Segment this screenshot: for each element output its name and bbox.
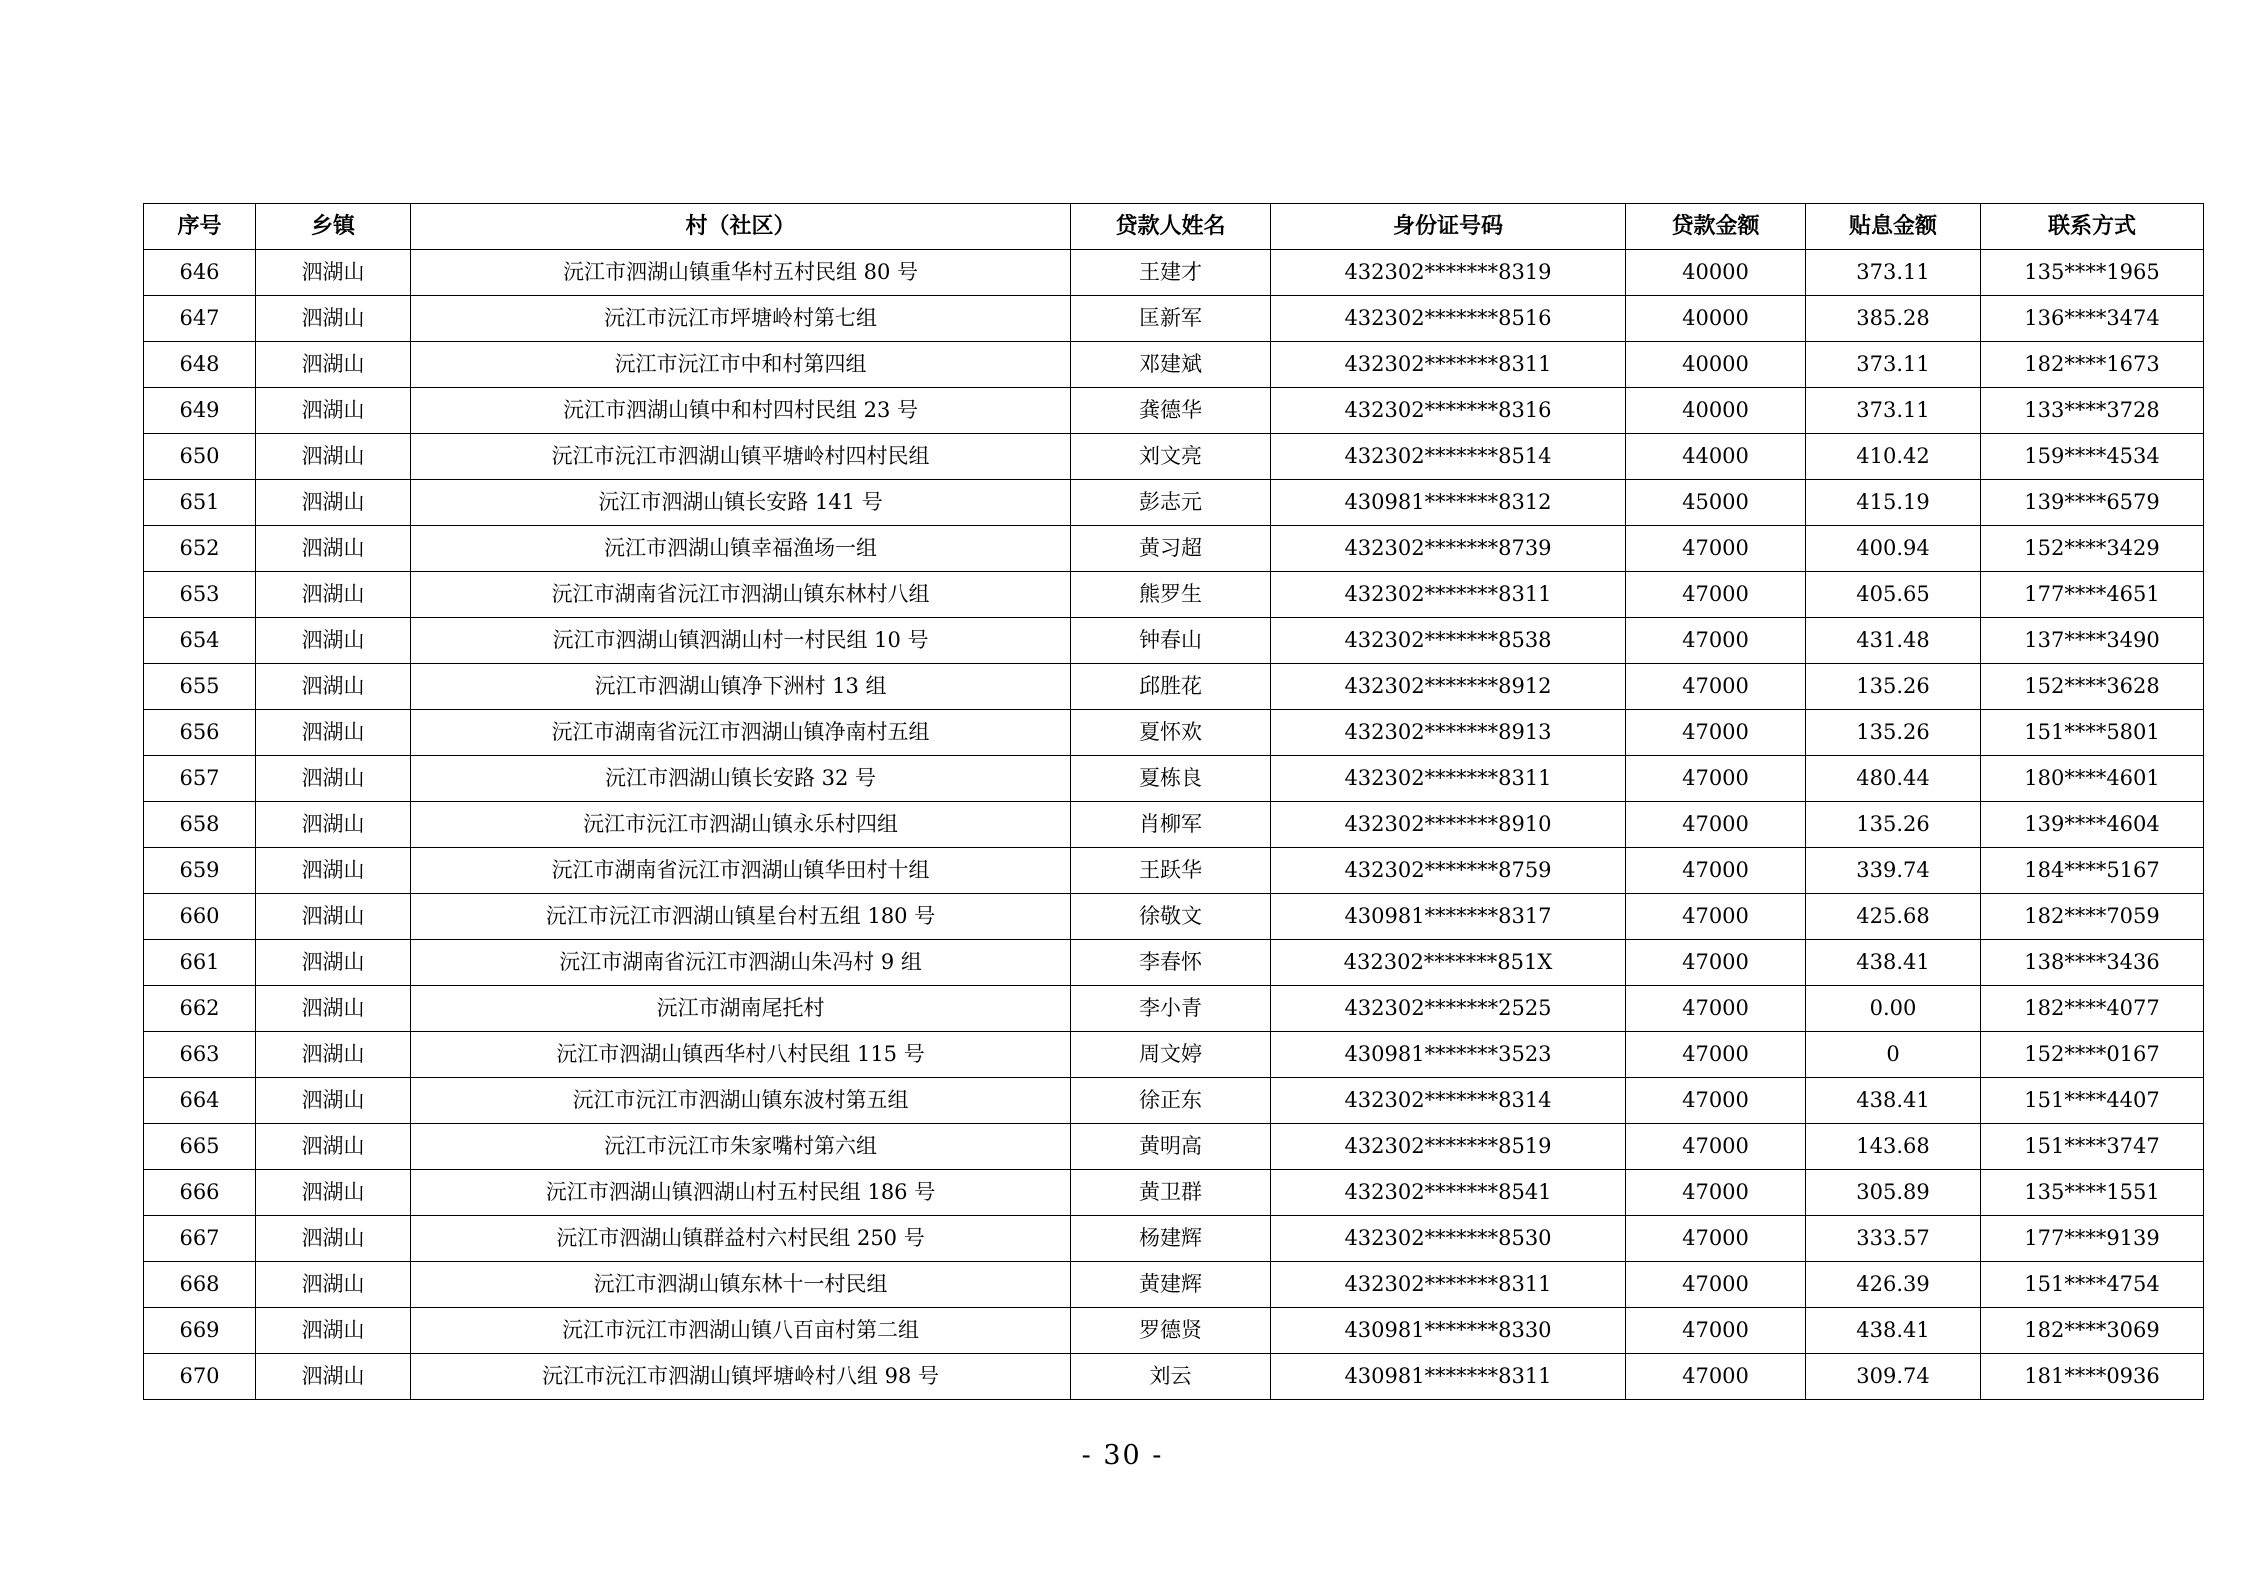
cell-borrower-name: 黄卫群 bbox=[1071, 1170, 1271, 1216]
cell-id-number: 432302*******8912 bbox=[1271, 664, 1626, 710]
cell-township: 泗湖山 bbox=[256, 1032, 411, 1078]
cell-township: 泗湖山 bbox=[256, 572, 411, 618]
cell-contact: 137****3490 bbox=[1981, 618, 2204, 664]
cell-sequence: 666 bbox=[144, 1170, 256, 1216]
column-header-contact: 联系方式 bbox=[1981, 204, 2204, 250]
cell-sequence: 661 bbox=[144, 940, 256, 986]
cell-loan-amount: 47000 bbox=[1626, 894, 1806, 940]
cell-id-number: 430981*******8311 bbox=[1271, 1354, 1626, 1400]
cell-borrower-name: 夏栋良 bbox=[1071, 756, 1271, 802]
cell-subsidy-amount: 415.19 bbox=[1806, 480, 1981, 526]
cell-contact: 151****4754 bbox=[1981, 1262, 2204, 1308]
cell-borrower-name: 王跃华 bbox=[1071, 848, 1271, 894]
cell-subsidy-amount: 135.26 bbox=[1806, 802, 1981, 848]
cell-subsidy-amount: 143.68 bbox=[1806, 1124, 1981, 1170]
cell-subsidy-amount: 438.41 bbox=[1806, 1308, 1981, 1354]
cell-loan-amount: 47000 bbox=[1626, 1262, 1806, 1308]
cell-village: 沅江市泗湖山镇东林十一村民组 bbox=[411, 1262, 1071, 1308]
cell-village: 沅江市沅江市泗湖山镇坪塘岭村八组 98 号 bbox=[411, 1354, 1071, 1400]
cell-township: 泗湖山 bbox=[256, 296, 411, 342]
cell-borrower-name: 龚德华 bbox=[1071, 388, 1271, 434]
table-row bbox=[144, 802, 2204, 848]
cell-village: 沅江市泗湖山镇泗湖山村一村民组 10 号 bbox=[411, 618, 1071, 664]
table-row bbox=[144, 250, 2204, 296]
cell-village: 沅江市湖南省沅江市泗湖山镇华田村十组 bbox=[411, 848, 1071, 894]
cell-township: 泗湖山 bbox=[256, 756, 411, 802]
cell-subsidy-amount: 373.11 bbox=[1806, 342, 1981, 388]
cell-loan-amount: 44000 bbox=[1626, 434, 1806, 480]
cell-township: 泗湖山 bbox=[256, 1354, 411, 1400]
cell-sequence: 650 bbox=[144, 434, 256, 480]
cell-village: 沅江市沅江市中和村第四组 bbox=[411, 342, 1071, 388]
cell-loan-amount: 47000 bbox=[1626, 848, 1806, 894]
cell-loan-amount: 47000 bbox=[1626, 802, 1806, 848]
table-row bbox=[144, 296, 2204, 342]
cell-subsidy-amount: 385.28 bbox=[1806, 296, 1981, 342]
cell-subsidy-amount: 480.44 bbox=[1806, 756, 1981, 802]
table-row bbox=[144, 1216, 2204, 1262]
cell-sequence: 649 bbox=[144, 388, 256, 434]
cell-village: 沅江市湖南尾托村 bbox=[411, 986, 1071, 1032]
cell-sequence: 648 bbox=[144, 342, 256, 388]
cell-borrower-name: 黄建辉 bbox=[1071, 1262, 1271, 1308]
table-body bbox=[144, 250, 2204, 1400]
cell-loan-amount: 47000 bbox=[1626, 618, 1806, 664]
cell-id-number: 432302*******8311 bbox=[1271, 572, 1626, 618]
table-row bbox=[144, 1124, 2204, 1170]
table-row bbox=[144, 1308, 2204, 1354]
cell-subsidy-amount: 400.94 bbox=[1806, 526, 1981, 572]
cell-id-number: 432302*******8319 bbox=[1271, 250, 1626, 296]
table-row bbox=[144, 618, 2204, 664]
cell-sequence: 667 bbox=[144, 1216, 256, 1262]
cell-village: 沅江市泗湖山镇群益村六村民组 250 号 bbox=[411, 1216, 1071, 1262]
table-row bbox=[144, 756, 2204, 802]
table-row bbox=[144, 848, 2204, 894]
cell-sequence: 652 bbox=[144, 526, 256, 572]
cell-village: 沅江市沅江市泗湖山镇星台村五组 180 号 bbox=[411, 894, 1071, 940]
cell-subsidy-amount: 373.11 bbox=[1806, 250, 1981, 296]
cell-contact: 138****3436 bbox=[1981, 940, 2204, 986]
cell-id-number: 432302*******8739 bbox=[1271, 526, 1626, 572]
cell-township: 泗湖山 bbox=[256, 388, 411, 434]
cell-township: 泗湖山 bbox=[256, 664, 411, 710]
cell-contact: 136****3474 bbox=[1981, 296, 2204, 342]
cell-contact: 152****3429 bbox=[1981, 526, 2204, 572]
cell-contact: 177****4651 bbox=[1981, 572, 2204, 618]
cell-loan-amount: 47000 bbox=[1626, 756, 1806, 802]
cell-loan-amount: 47000 bbox=[1626, 940, 1806, 986]
cell-sequence: 647 bbox=[144, 296, 256, 342]
cell-borrower-name: 熊罗生 bbox=[1071, 572, 1271, 618]
cell-id-number: 432302*******8519 bbox=[1271, 1124, 1626, 1170]
cell-id-number: 430981*******8317 bbox=[1271, 894, 1626, 940]
cell-id-number: 432302*******2525 bbox=[1271, 986, 1626, 1032]
cell-village: 沅江市沅江市坪塘岭村第七组 bbox=[411, 296, 1071, 342]
cell-contact: 180****4601 bbox=[1981, 756, 2204, 802]
cell-village: 沅江市泗湖山镇泗湖山村五村民组 186 号 bbox=[411, 1170, 1071, 1216]
cell-sequence: 662 bbox=[144, 986, 256, 1032]
cell-township: 泗湖山 bbox=[256, 894, 411, 940]
cell-loan-amount: 47000 bbox=[1626, 526, 1806, 572]
cell-township: 泗湖山 bbox=[256, 526, 411, 572]
cell-contact: 182****3069 bbox=[1981, 1308, 2204, 1354]
cell-sequence: 657 bbox=[144, 756, 256, 802]
cell-sequence: 660 bbox=[144, 894, 256, 940]
cell-sequence: 651 bbox=[144, 480, 256, 526]
table-row bbox=[144, 1078, 2204, 1124]
cell-sequence: 664 bbox=[144, 1078, 256, 1124]
cell-township: 泗湖山 bbox=[256, 480, 411, 526]
table-row bbox=[144, 342, 2204, 388]
cell-township: 泗湖山 bbox=[256, 1124, 411, 1170]
cell-id-number: 432302*******8538 bbox=[1271, 618, 1626, 664]
cell-village: 沅江市沅江市朱家嘴村第六组 bbox=[411, 1124, 1071, 1170]
cell-loan-amount: 47000 bbox=[1626, 1354, 1806, 1400]
cell-sequence: 653 bbox=[144, 572, 256, 618]
cell-borrower-name: 徐正东 bbox=[1071, 1078, 1271, 1124]
cell-id-number: 432302*******8541 bbox=[1271, 1170, 1626, 1216]
table-row bbox=[144, 894, 2204, 940]
cell-subsidy-amount: 0.00 bbox=[1806, 986, 1981, 1032]
cell-sequence: 655 bbox=[144, 664, 256, 710]
cell-loan-amount: 47000 bbox=[1626, 1078, 1806, 1124]
cell-id-number: 432302*******8530 bbox=[1271, 1216, 1626, 1262]
cell-village: 沅江市泗湖山镇中和村四村民组 23 号 bbox=[411, 388, 1071, 434]
table-row bbox=[144, 986, 2204, 1032]
table-row bbox=[144, 388, 2204, 434]
cell-loan-amount: 45000 bbox=[1626, 480, 1806, 526]
table-row bbox=[144, 572, 2204, 618]
cell-loan-amount: 47000 bbox=[1626, 572, 1806, 618]
cell-contact: 159****4534 bbox=[1981, 434, 2204, 480]
cell-loan-amount: 40000 bbox=[1626, 342, 1806, 388]
cell-township: 泗湖山 bbox=[256, 1078, 411, 1124]
cell-contact: 139****4604 bbox=[1981, 802, 2204, 848]
cell-township: 泗湖山 bbox=[256, 1262, 411, 1308]
cell-subsidy-amount: 339.74 bbox=[1806, 848, 1981, 894]
column-header-subsidy-amount: 贴息金额 bbox=[1806, 204, 1981, 250]
column-header-sequence: 序号 bbox=[144, 204, 256, 250]
cell-contact: 151****5801 bbox=[1981, 710, 2204, 756]
cell-sequence: 654 bbox=[144, 618, 256, 664]
cell-village: 沅江市泗湖山镇长安路 141 号 bbox=[411, 480, 1071, 526]
cell-sequence: 656 bbox=[144, 710, 256, 756]
table-row bbox=[144, 1170, 2204, 1216]
cell-id-number: 430981*******3523 bbox=[1271, 1032, 1626, 1078]
table-header-row bbox=[144, 204, 2204, 250]
cell-contact: 184****5167 bbox=[1981, 848, 2204, 894]
cell-contact: 152****3628 bbox=[1981, 664, 2204, 710]
table-row bbox=[144, 434, 2204, 480]
cell-id-number: 430981*******8312 bbox=[1271, 480, 1626, 526]
cell-subsidy-amount: 410.42 bbox=[1806, 434, 1981, 480]
table-row bbox=[144, 1032, 2204, 1078]
cell-contact: 152****0167 bbox=[1981, 1032, 2204, 1078]
cell-borrower-name: 罗德贤 bbox=[1071, 1308, 1271, 1354]
cell-borrower-name: 黄习超 bbox=[1071, 526, 1271, 572]
cell-village: 沅江市湖南省沅江市泗湖山镇东林村八组 bbox=[411, 572, 1071, 618]
cell-borrower-name: 夏怀欢 bbox=[1071, 710, 1271, 756]
cell-contact: 182****4077 bbox=[1981, 986, 2204, 1032]
cell-subsidy-amount: 0 bbox=[1806, 1032, 1981, 1078]
cell-sequence: 659 bbox=[144, 848, 256, 894]
page-number: - 30 - bbox=[1081, 1440, 1164, 1471]
cell-loan-amount: 40000 bbox=[1626, 296, 1806, 342]
cell-contact: 135****1551 bbox=[1981, 1170, 2204, 1216]
cell-village: 沅江市沅江市泗湖山镇永乐村四组 bbox=[411, 802, 1071, 848]
cell-id-number: 432302*******8910 bbox=[1271, 802, 1626, 848]
table-row bbox=[144, 664, 2204, 710]
cell-id-number: 432302*******8311 bbox=[1271, 342, 1626, 388]
cell-id-number: 432302*******8759 bbox=[1271, 848, 1626, 894]
cell-village: 沅江市泗湖山镇重华村五村民组 80 号 bbox=[411, 250, 1071, 296]
cell-contact: 177****9139 bbox=[1981, 1216, 2204, 1262]
cell-borrower-name: 邱胜花 bbox=[1071, 664, 1271, 710]
cell-sequence: 665 bbox=[144, 1124, 256, 1170]
cell-township: 泗湖山 bbox=[256, 342, 411, 388]
cell-id-number: 432302*******8514 bbox=[1271, 434, 1626, 480]
column-header-village: 村（社区） bbox=[411, 204, 1071, 250]
cell-township: 泗湖山 bbox=[256, 1308, 411, 1354]
cell-subsidy-amount: 333.57 bbox=[1806, 1216, 1981, 1262]
cell-subsidy-amount: 309.74 bbox=[1806, 1354, 1981, 1400]
cell-loan-amount: 40000 bbox=[1626, 250, 1806, 296]
cell-borrower-name: 邓建斌 bbox=[1071, 342, 1271, 388]
column-header-id-number: 身份证号码 bbox=[1271, 204, 1626, 250]
cell-borrower-name: 王建才 bbox=[1071, 250, 1271, 296]
cell-township: 泗湖山 bbox=[256, 802, 411, 848]
cell-township: 泗湖山 bbox=[256, 250, 411, 296]
loan-subsidy-table-container bbox=[143, 203, 2160, 1400]
cell-subsidy-amount: 135.26 bbox=[1806, 664, 1981, 710]
cell-village: 沅江市沅江市泗湖山镇平塘岭村四村民组 bbox=[411, 434, 1071, 480]
table-row bbox=[144, 940, 2204, 986]
cell-village: 沅江市泗湖山镇长安路 32 号 bbox=[411, 756, 1071, 802]
cell-loan-amount: 47000 bbox=[1626, 1032, 1806, 1078]
cell-sequence: 663 bbox=[144, 1032, 256, 1078]
column-header-township: 乡镇 bbox=[256, 204, 411, 250]
table-row bbox=[144, 1354, 2204, 1400]
table-row bbox=[144, 526, 2204, 572]
table-row bbox=[144, 710, 2204, 756]
column-header-borrower-name: 贷款人姓名 bbox=[1071, 204, 1271, 250]
cell-village: 沅江市泗湖山镇幸福渔场一组 bbox=[411, 526, 1071, 572]
cell-township: 泗湖山 bbox=[256, 434, 411, 480]
cell-township: 泗湖山 bbox=[256, 618, 411, 664]
loan-subsidy-table bbox=[143, 203, 2204, 1400]
cell-borrower-name: 钟春山 bbox=[1071, 618, 1271, 664]
table-row bbox=[144, 480, 2204, 526]
table-row bbox=[144, 1262, 2204, 1308]
cell-contact: 135****1965 bbox=[1981, 250, 2204, 296]
cell-borrower-name: 周文婷 bbox=[1071, 1032, 1271, 1078]
cell-township: 泗湖山 bbox=[256, 710, 411, 756]
cell-borrower-name: 杨建辉 bbox=[1071, 1216, 1271, 1262]
cell-subsidy-amount: 438.41 bbox=[1806, 940, 1981, 986]
cell-borrower-name: 李小青 bbox=[1071, 986, 1271, 1032]
cell-village: 沅江市湖南省沅江市泗湖山镇净南村五组 bbox=[411, 710, 1071, 756]
cell-id-number: 430981*******8330 bbox=[1271, 1308, 1626, 1354]
cell-subsidy-amount: 373.11 bbox=[1806, 388, 1981, 434]
cell-subsidy-amount: 135.26 bbox=[1806, 710, 1981, 756]
cell-village: 沅江市泗湖山镇西华村八村民组 115 号 bbox=[411, 1032, 1071, 1078]
cell-township: 泗湖山 bbox=[256, 848, 411, 894]
cell-contact: 181****0936 bbox=[1981, 1354, 2204, 1400]
cell-borrower-name: 刘云 bbox=[1071, 1354, 1271, 1400]
cell-borrower-name: 刘文亮 bbox=[1071, 434, 1271, 480]
cell-borrower-name: 黄明高 bbox=[1071, 1124, 1271, 1170]
cell-subsidy-amount: 426.39 bbox=[1806, 1262, 1981, 1308]
cell-borrower-name: 匡新军 bbox=[1071, 296, 1271, 342]
cell-village: 沅江市湖南省沅江市泗湖山朱冯村 9 组 bbox=[411, 940, 1071, 986]
column-header-loan-amount: 贷款金额 bbox=[1626, 204, 1806, 250]
cell-township: 泗湖山 bbox=[256, 1170, 411, 1216]
cell-contact: 133****3728 bbox=[1981, 388, 2204, 434]
cell-township: 泗湖山 bbox=[256, 986, 411, 1032]
cell-id-number: 432302*******8311 bbox=[1271, 1262, 1626, 1308]
cell-contact: 151****4407 bbox=[1981, 1078, 2204, 1124]
cell-loan-amount: 47000 bbox=[1626, 1170, 1806, 1216]
cell-sequence: 658 bbox=[144, 802, 256, 848]
cell-contact: 182****1673 bbox=[1981, 342, 2204, 388]
cell-village: 沅江市沅江市泗湖山镇八百亩村第二组 bbox=[411, 1308, 1071, 1354]
cell-sequence: 668 bbox=[144, 1262, 256, 1308]
cell-id-number: 432302*******8913 bbox=[1271, 710, 1626, 756]
cell-subsidy-amount: 431.48 bbox=[1806, 618, 1981, 664]
cell-township: 泗湖山 bbox=[256, 940, 411, 986]
cell-borrower-name: 徐敬文 bbox=[1071, 894, 1271, 940]
cell-village: 沅江市泗湖山镇净下洲村 13 组 bbox=[411, 664, 1071, 710]
cell-loan-amount: 47000 bbox=[1626, 986, 1806, 1032]
cell-loan-amount: 47000 bbox=[1626, 664, 1806, 710]
cell-loan-amount: 47000 bbox=[1626, 1216, 1806, 1262]
cell-borrower-name: 彭志元 bbox=[1071, 480, 1271, 526]
cell-loan-amount: 40000 bbox=[1626, 388, 1806, 434]
cell-contact: 182****7059 bbox=[1981, 894, 2204, 940]
cell-village: 沅江市沅江市泗湖山镇东波村第五组 bbox=[411, 1078, 1071, 1124]
cell-borrower-name: 肖柳军 bbox=[1071, 802, 1271, 848]
cell-contact: 151****3747 bbox=[1981, 1124, 2204, 1170]
cell-subsidy-amount: 305.89 bbox=[1806, 1170, 1981, 1216]
cell-id-number: 432302*******8316 bbox=[1271, 388, 1626, 434]
cell-id-number: 432302*******8314 bbox=[1271, 1078, 1626, 1124]
cell-id-number: 432302*******8311 bbox=[1271, 756, 1626, 802]
cell-township: 泗湖山 bbox=[256, 1216, 411, 1262]
cell-loan-amount: 47000 bbox=[1626, 1308, 1806, 1354]
cell-subsidy-amount: 438.41 bbox=[1806, 1078, 1981, 1124]
cell-sequence: 669 bbox=[144, 1308, 256, 1354]
cell-id-number: 432302*******851X bbox=[1271, 940, 1626, 986]
cell-subsidy-amount: 405.65 bbox=[1806, 572, 1981, 618]
cell-contact: 139****6579 bbox=[1981, 480, 2204, 526]
cell-loan-amount: 47000 bbox=[1626, 1124, 1806, 1170]
cell-sequence: 646 bbox=[144, 250, 256, 296]
cell-sequence: 670 bbox=[144, 1354, 256, 1400]
cell-id-number: 432302*******8516 bbox=[1271, 296, 1626, 342]
cell-borrower-name: 李春怀 bbox=[1071, 940, 1271, 986]
cell-loan-amount: 47000 bbox=[1626, 710, 1806, 756]
cell-subsidy-amount: 425.68 bbox=[1806, 894, 1981, 940]
